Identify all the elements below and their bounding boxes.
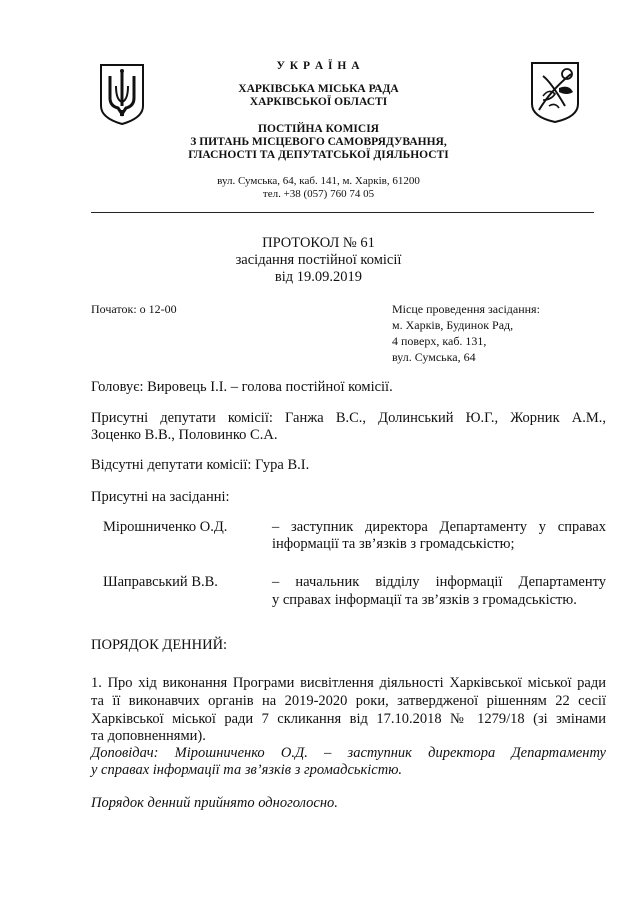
attendee-role-line: інформації та зв’язків з громадськістю; — [272, 536, 515, 552]
header-divider — [91, 212, 594, 213]
attendee-name: Шаправський В.В. — [103, 574, 218, 590]
agenda-heading: ПОРЯДОК ДЕННИЙ: — [91, 637, 228, 653]
chair-line: Головує: Вировець І.І. – голова постійної комісії. — [91, 379, 393, 395]
agenda-adopted-note: Порядок денний прийнято одноголосно. — [91, 795, 338, 811]
present-line-1: Присутні депутати комісії: Ганжа В.С., Долинський Ю.Г., Жорник А.М., — [91, 410, 606, 426]
meeting-start: Початок: о 12-00 — [91, 302, 177, 316]
commission-title: ПОСТІЙНА КОМІСІЯ — [258, 123, 379, 135]
attendee-role-line: у справах інформації та зв’язків з громадськістю. — [272, 592, 577, 608]
commission-phone: тел. +38 (057) 760 74 05 — [262, 188, 375, 200]
country-heading: У К Р А Ї Н А — [276, 60, 361, 72]
commission-address: вул. Сумська, 64, каб. 141, м. Харків, 61200 — [217, 175, 420, 187]
protocol-title: ПРОТОКОЛ № 61 — [262, 235, 375, 251]
venue-street: вул. Сумська, 64 — [392, 350, 476, 364]
attendee-role-line: – заступник директора Департаменту у справах — [272, 519, 606, 535]
present-line-2: Зоценко В.В., Половинко С.А. — [91, 427, 278, 443]
protocol-date: від 19.09.2019 — [274, 269, 363, 285]
absent-line: Відсутні депутати комісії: Гура В.І. — [91, 457, 310, 473]
commission-subject-2: ГЛАСНОСТІ ТА ДЕПУТАТСЬКОЇ ДІЯЛЬНОСТІ — [188, 149, 449, 161]
speaker-line: Доповідач: Мірошниченко О.Д. – заступник директора Департаменту — [91, 745, 606, 761]
attendees-heading: Присутні на засіданні: — [91, 489, 230, 505]
protocol-subtitle: засідання постійної комісії — [235, 252, 402, 268]
agenda-item-line: та доповненнями). — [91, 728, 206, 744]
attendee-name: Мірошниченко О.Д. — [103, 519, 228, 535]
agenda-item-line: Харківської міської ради 7 скликання від 17.10.2018 № 1279/18 (зі змінами — [91, 711, 606, 727]
commission-subject-1: З ПИТАНЬ МІСЦЕВОГО САМОВРЯДУВАННЯ, — [190, 136, 447, 148]
venue-city: м. Харків, Будинок Рад, — [392, 318, 514, 332]
council-name: ХАРКІВСЬКА МІСЬКА РАДА — [238, 83, 399, 95]
speaker-line: у справах інформації та зв’язків з громадськістю. — [91, 762, 403, 778]
council-region: ХАРКІВСЬКОЇ ОБЛАСТІ — [249, 96, 388, 108]
attendee-role-line: – начальник відділу інформації Департаменту — [272, 574, 606, 590]
agenda-item-line: та її виконавчих органів на 2019-2020 роки, затвердженої рішенням 22 сесії — [91, 693, 606, 709]
venue-floor: 4 поверх, каб. 131, — [392, 334, 487, 348]
agenda-item-line: 1. Про хід виконання Програми висвітлення діяльності Харківської міської ради — [91, 675, 606, 691]
venue-label: Місце проведення засідання: — [392, 302, 540, 316]
